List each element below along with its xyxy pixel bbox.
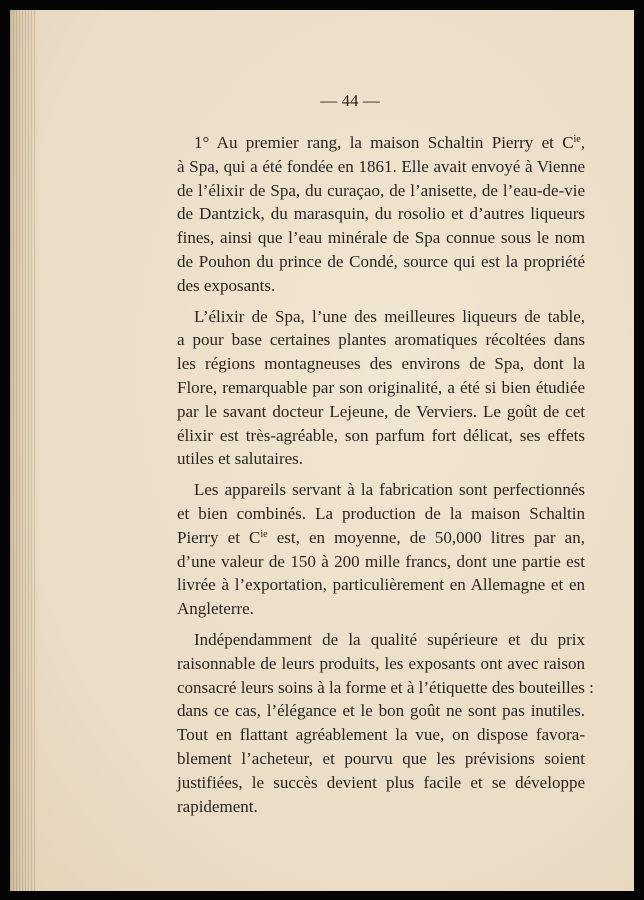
text-line: rapidement. [177, 796, 258, 816]
text-line: L’élixir de Spa, l’une des meilleures liqueurs de table, [194, 306, 585, 326]
text-line: fines, ainsi que l’eau minérale de Spa connue sous le nom [177, 228, 585, 248]
paragraph-2 [177, 305, 585, 472]
text-line: dans ce cas, l’élégance et le bon goût ne sont pas inutiles. [177, 701, 585, 721]
paragraph-1 [177, 131, 585, 298]
text-line: de l’élixir de Spa, du curaçao, de l’anisette, de l’eau-de-vie [177, 180, 585, 200]
paragraph-4 [177, 628, 594, 818]
text-line: consacré leurs soins à la forme et à l’étiquette des bouteilles : [177, 677, 594, 697]
book-page [10, 10, 634, 891]
page-binding-edge [10, 10, 36, 891]
text-line: a pour base certaines plantes aromatiques récoltées dans [177, 330, 585, 350]
text-line: Tout en flattant agréablement la vue, on dispose favora- [177, 725, 585, 745]
text-line: blement l’acheteur, et pourvu que les prévisions soient [177, 748, 585, 768]
text-line: élixir est très-agréable, son parfum fort délicat, ses effets [177, 425, 585, 445]
text-line: de Pouhon du prince de Condé, source qui est la propriété [177, 251, 585, 271]
text-line: 1° Au premier rang, la maison Schaltin Pierry et $C^{ie}$, [194, 133, 585, 152]
text-line: d’une valeur de 150 à 200 mille francs, dont une partie est [177, 551, 585, 571]
text-line: utiles et salutaires. [177, 449, 304, 469]
text-line: des exposants. [177, 275, 276, 295]
text-line: Indépendamment de la qualité supérieure et du prix [194, 629, 585, 649]
text-line: Angleterre. [177, 599, 254, 619]
text-line: Flore, remarquable par son originalité, a été si bien étudiée [177, 377, 585, 397]
paragraph-3 [177, 478, 585, 621]
text-line: et bien combinés. La production de la maison Schaltin [177, 503, 585, 523]
text-line: à Spa, qui a été fondée en 1861. Elle avait envoyé à Vienne [177, 156, 585, 176]
text-line: Les appareils servant à la fabrication sont perfectionnés [194, 480, 585, 500]
text-line: les régions montagneuses des environs de Spa, dont la [177, 354, 585, 374]
text-line: livrée à l’exportation, particulièrement en Allemagne et en [177, 575, 585, 595]
text-line: de Dantzick, du marasquin, du rosolio et d’autres liqueurs [177, 204, 585, 224]
text-body [177, 131, 594, 825]
text-line: raisonnable de leurs produits, les exposants ont avec raison [177, 653, 585, 673]
text-line: par le savant docteur Lejeune, de Verviers. Le goût de cet [177, 401, 585, 421]
text-line: justifiées, le succès devient plus facile et se développe [177, 772, 585, 792]
text-line: Pierry et $C^{ie}$ est, en moyenne, de 50,000 litres par an, [177, 527, 585, 547]
page-number: — 44 — [320, 91, 380, 110]
